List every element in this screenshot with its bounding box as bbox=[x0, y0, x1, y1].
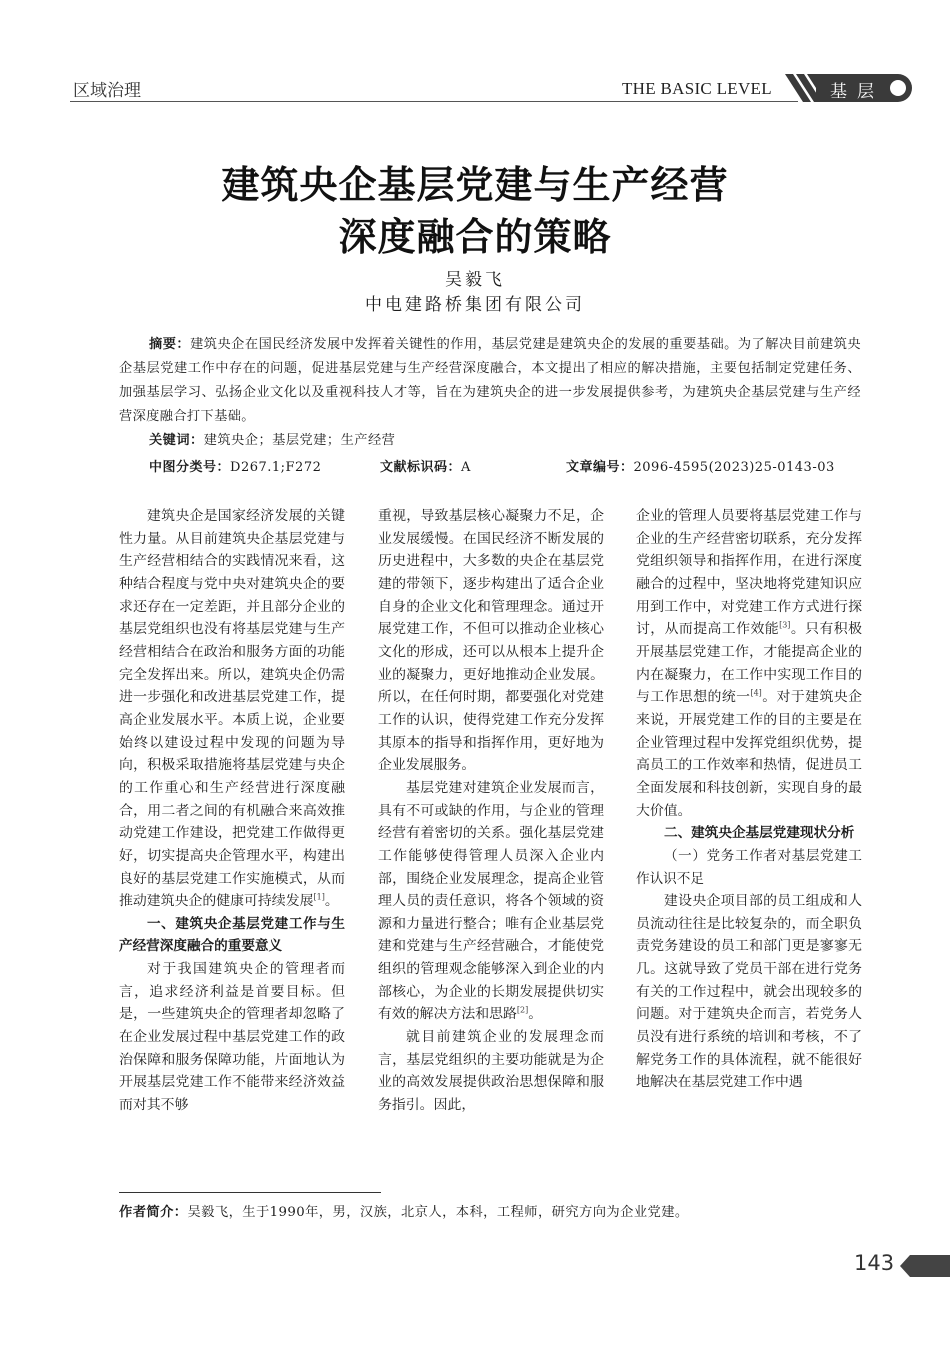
article-number-label: 文章编号： bbox=[566, 460, 634, 475]
subsection-heading-1: （一）党务工作者对基层党建工作认识不足 bbox=[636, 847, 862, 887]
paragraph-end: 。 bbox=[324, 893, 339, 910]
paragraph: 建设央企项目部的员工组成和人员流动往往是比较复杂的，而全职负责党务建设的员工和部门更是寥寥无几。这就导致了党员干部在进行党务有关的工作过程中，就会出现较多的问题。对于建筑央企而言，若党务人员没有进行系统的培训和考核，不了解党务工作的具体流程，就不能很好地解决在基层党建工作中遇 bbox=[636, 893, 862, 1091]
author-name: 吴毅飞 bbox=[445, 270, 505, 290]
footnote-text: 吴毅飞，生于1990年，男，汉族，北京人，本科，工程师，研究方向为企业党建。 bbox=[187, 1205, 689, 1220]
author-affiliation: 中电建路桥集团有限公司 bbox=[365, 295, 585, 315]
article-title-line-2: 深度融合的策略 bbox=[338, 215, 612, 259]
abstract-text: 建筑央企在国民经济发展中发挥着关键性的作用，基层党建是建筑央企的发展的重要基础。为了解决目前建筑央企基层党建工作中存在的问题，促进基层党建与生产经营深度融合，本文提出了相应的解决措施，主要包括制定党建任务、加强基层学习、弘扬企业文化以及重视科技人才等，旨在为建筑央企的进一步发展提供参考，为建筑央企基层党建与生产经营深度融合打下基础。 bbox=[119, 337, 861, 424]
page-tab-decoration bbox=[900, 1255, 950, 1277]
paragraph bbox=[119, 505, 345, 913]
abstract bbox=[119, 333, 861, 429]
footnote-rule bbox=[119, 1192, 381, 1193]
clc-label: 中图分类号： bbox=[149, 460, 231, 475]
document-code-value: A bbox=[461, 460, 471, 475]
paragraph bbox=[378, 777, 604, 1026]
paragraph-text: 建筑央企是国家经济发展的关键性力量。从目前建筑央企基层党建与生产经营相结合的实践情况来看，这种结合程度与党中央对建筑央企的要求还存在一定差距，并且部分企业的基层党组织也没有将基层党建与生产经营相结合在政治和服务方面的功能完全发挥出来。所以，建筑央企仍需进一步强化和改进基层党建工作，提高企业发展水平。本质上说，企业要始终以建设过程中发现的问题为导向，积极采取措施将基层党建与央企的工作重心和生产经营进行深度融合，用二者之间的有机融合来高效推动党建工作建设，把党建工作做得更好，切实提高央企管理水平，构建出良好的基层党建工作实施模式，从而推动建筑央企的健康可持续发展 bbox=[119, 508, 345, 910]
journal-badge bbox=[816, 74, 912, 102]
page-number: 143 bbox=[854, 1251, 895, 1275]
article-number bbox=[566, 456, 835, 475]
paragraph-text: 。对于建筑央企来说，开展党建工作的目的主要是在企业管理过程中发挥党组织优势，提高员工的工作效率和热情，促进员工全面发展和科技创新，实现自身的最大价值。 bbox=[636, 689, 862, 819]
clc-number bbox=[149, 456, 321, 475]
section-heading-1: 一、建筑央企基层党建工作与生产经营深度融合的重要意义 bbox=[119, 915, 345, 955]
body-column-3 bbox=[636, 505, 862, 1094]
citation-ref: [2] bbox=[516, 1005, 529, 1015]
keywords bbox=[149, 429, 395, 448]
badge-dot-icon bbox=[890, 80, 906, 96]
citation-ref: [4] bbox=[750, 688, 762, 698]
author-bio-footnote bbox=[119, 1201, 689, 1220]
paragraph-text: 。只有积极开展基层党建工作，才能提高企业的内在凝聚力，在工作中实现工作目的与工作思想的统一 bbox=[636, 621, 862, 706]
article-number-value: 2096-4595(2023)25-0143-03 bbox=[633, 460, 835, 475]
paragraph: 就目前建筑企业的发展理念而言，基层党组织的主要功能就是为企业的高效发展提供政治思想保障和服务指引。因此， bbox=[378, 1029, 604, 1114]
paragraph: 对于我国建筑央企的管理者而言，追求经济利益是首要目标。但是，一些建筑央企的管理者却忽略了在企业发展过程中基层党建工作的政治保障和服务保障功能，片面地认为开展基层党建工作不能带来经济效益而对其不够 bbox=[119, 961, 345, 1114]
document-code bbox=[380, 456, 471, 475]
paragraph-end: 。 bbox=[528, 1006, 543, 1023]
body-column-2 bbox=[378, 505, 604, 1117]
abstract-label: 摘要： bbox=[149, 337, 191, 352]
citation-ref: [1] bbox=[313, 892, 325, 902]
paragraph-text: 基层党建对建筑企业发展而言，具有不可或缺的作用，与企业的管理经营有着密切的关系。强化基层党建工作能够使得管理人员深入企业内部，围绕企业发展理念，提高企业管理人员的责任意识，将各个领域的资源和力量进行整合；唯有企业基层党建和党建与生产经营融合，才能使党组织的管理观念能够深入到企业的内部核心，为企业的长期发展提供切实有效的解决方法和思路 bbox=[378, 779, 604, 1023]
journal-english-name: THE BASIC LEVEL bbox=[622, 79, 772, 98]
paragraph bbox=[636, 505, 862, 822]
section-label: 区域治理 bbox=[73, 81, 141, 101]
section-heading-2: 二、建筑央企基层党建现状分析 bbox=[664, 825, 855, 842]
article-title-line-1: 建筑央企基层党建与生产经营 bbox=[221, 163, 729, 207]
citation-ref: [3] bbox=[779, 620, 791, 630]
clc-value: D267.1;F272 bbox=[230, 460, 322, 475]
footnote-label: 作者简介： bbox=[119, 1205, 188, 1220]
header-rule bbox=[70, 101, 798, 102]
journal-chinese-name: 基层 bbox=[830, 82, 884, 102]
paragraph-text: 企业的管理人员要将基层党建工作与企业的生产经营密切联系，充分发挥党组织领导和指挥作用，在进行深度融合的过程中，坚决地将党建知识应用到工作中，对党建工作方式进行探讨，从而提高工作效能 bbox=[636, 508, 862, 638]
keywords-text: 建筑央企；基层党建；生产经营 bbox=[203, 433, 396, 448]
keywords-label: 关键词： bbox=[149, 433, 204, 448]
document-code-label: 文献标识码： bbox=[380, 460, 462, 475]
body-column-1 bbox=[119, 505, 345, 1117]
paragraph: 重视，导致基层核心凝聚力不足，企业发展缓慢。在国民经济不断发展的历史进程中，大多数的央企在基层党建的带领下，逐步构建出了适合企业自身的企业文化和管理理念。通过开展党建工作，不但可以推动企业核心文化的形成，还可以从根本上提升企业的凝聚力，更好地推动企业发展。所以，在任何时期，都要强化对党建工作的认识，使得党建工作充分发挥其原本的指导和指挥作用，更好地为企业发展服务。 bbox=[378, 508, 604, 774]
